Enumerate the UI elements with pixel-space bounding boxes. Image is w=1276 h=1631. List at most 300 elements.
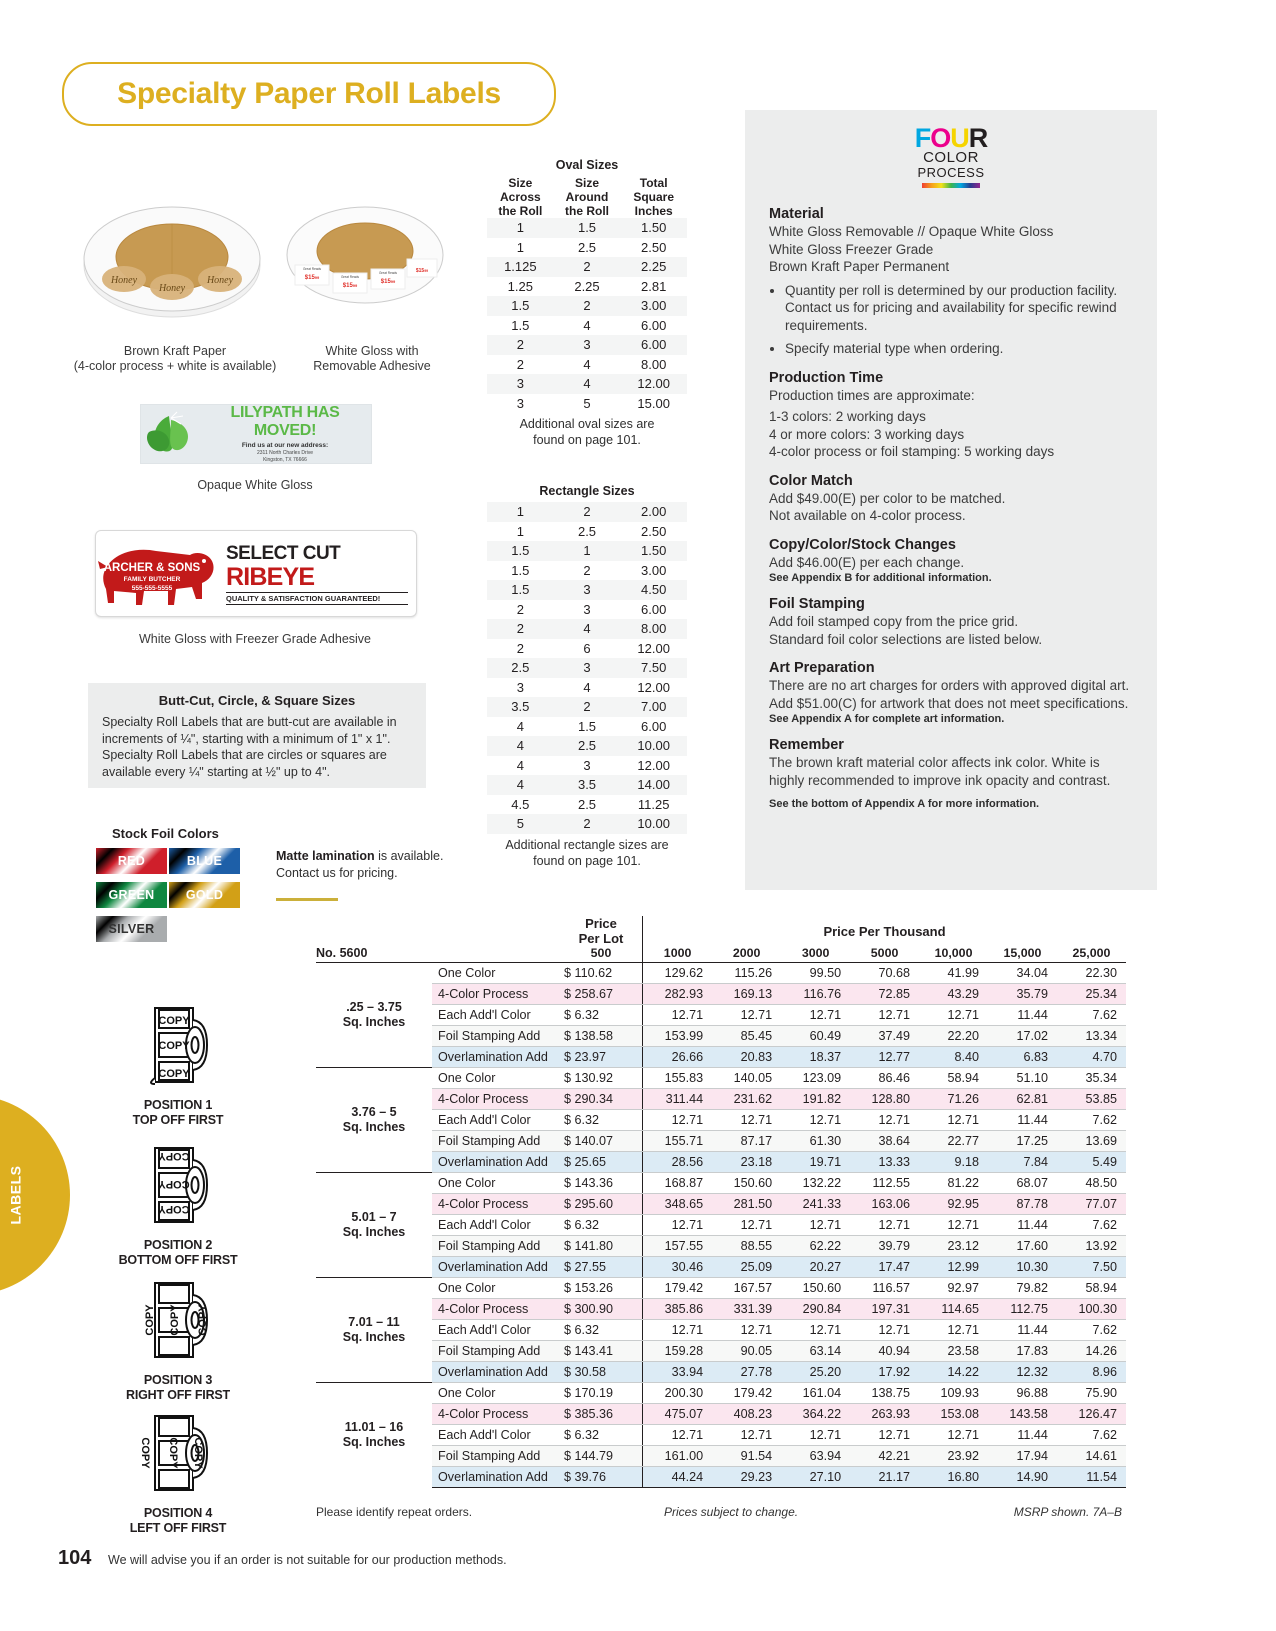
price-cell: 150.60: [712, 1173, 781, 1194]
butt-cut-body: Specialty Roll Labels that are butt-cut are available in increments of ¼", starting with a minimum of 1" x 1". Specialty Roll Labels that are circles or squares are available every ¼" starting at ½" up to 4".: [102, 715, 397, 779]
price-cell: 12.32: [988, 1362, 1057, 1383]
price-cell: 90.05: [712, 1341, 781, 1362]
size-cell-2: 2.81: [641, 278, 667, 294]
foil-swatch-gold[interactable]: [169, 882, 240, 908]
price-cell: 9.18: [919, 1152, 988, 1173]
price-cell: 385.86: [643, 1299, 713, 1320]
price-cell: 22.77: [919, 1131, 988, 1152]
svg-text:COPY: COPY: [158, 1068, 190, 1080]
price-cell: 7.50: [1057, 1257, 1126, 1278]
size-row: [487, 374, 687, 394]
size-cell-0: 4: [516, 718, 524, 734]
production-time-heading: Production Time: [769, 369, 884, 386]
price-row-label: Overlamination Add: [432, 1467, 560, 1488]
size-range-label: 7.01 – 11 Sq. Inches: [316, 1278, 432, 1383]
size-cell-0: 2.5: [511, 660, 530, 675]
size-cell-0: 3: [516, 395, 524, 411]
price-row: [316, 1257, 1126, 1278]
size-cell-0: 2: [516, 337, 524, 352]
price-row-label: One Color: [432, 1278, 560, 1299]
brown-kraft-roll-photo: [80, 195, 265, 325]
price-cell: 12.71: [850, 1320, 919, 1341]
price-grid-head: [316, 916, 1126, 963]
price-cell: 37.49: [850, 1026, 919, 1047]
size-cell-2: 14.00: [637, 777, 670, 792]
price-row-label: Foil Stamping Add: [432, 1236, 560, 1257]
rectangle-sizes-table: [487, 484, 687, 869]
size-cell-1: 3: [583, 660, 591, 675]
price-per-lot-value: $ 25.65: [560, 1152, 643, 1173]
price-row-label: Foil Stamping Add: [432, 1446, 560, 1467]
price-cell: 35.34: [1057, 1068, 1126, 1089]
size-cell-0: 2: [516, 621, 524, 636]
position-diagram-1: [78, 1000, 278, 1128]
price-cell: 140.05: [712, 1068, 781, 1089]
art-preparation-heading: Art Preparation: [769, 660, 875, 676]
price-row: [316, 1131, 1126, 1152]
position-4-desc: LEFT OFF FIRST: [129, 1521, 227, 1535]
price-row-label: Foil Stamping Add: [432, 1131, 560, 1152]
foil-swatch-silver[interactable]: [96, 916, 167, 942]
price-row-label: One Color: [432, 963, 560, 984]
size-cell-1: 4: [583, 621, 591, 636]
rectangle-sizes-title: Rectangle Sizes: [539, 484, 635, 498]
size-cell-0: 1: [516, 504, 524, 519]
price-cell: 60.49: [781, 1026, 850, 1047]
color-match-heading: Color Match: [769, 472, 853, 489]
size-cell-2: 8.00: [641, 356, 667, 372]
price-cell: 4.70: [1057, 1047, 1126, 1068]
price-per-lot-value: $ 300.90: [560, 1299, 643, 1320]
price-per-lot-value: $ 23.97: [560, 1047, 643, 1068]
price-row-label: Each Add'l Color: [432, 1110, 560, 1131]
svg-text:Great Reads: Great Reads: [340, 275, 360, 279]
qty-header-15000: 15,000: [988, 946, 1057, 963]
price-grid-body: [316, 963, 1126, 1488]
size-range-label: 5.01 – 7 Sq. Inches: [316, 1173, 432, 1278]
copy-changes-line1: Add $46.00(E) per each change.: [769, 554, 965, 570]
price-cell: 7.62: [1057, 1425, 1126, 1446]
size-cell-1: 4: [583, 679, 591, 695]
price-row: [316, 1425, 1126, 1446]
price-cell: 128.80: [850, 1089, 919, 1110]
size-row: [487, 257, 687, 277]
caption-white-gloss-line1: White Gloss with: [325, 344, 419, 358]
price-row-label: One Color: [432, 1173, 560, 1194]
size-cell-2: 2.50: [641, 239, 667, 255]
price-cell: 44.24: [643, 1467, 713, 1488]
price-cell: 51.10: [988, 1068, 1057, 1089]
price-cell: 8.96: [1057, 1362, 1126, 1383]
size-row: [487, 218, 687, 238]
price-cell: 87.78: [988, 1194, 1057, 1215]
oval-sizes-note: Additional oval sizes are found on page 101.: [519, 417, 655, 447]
price-cell: 153.08: [919, 1404, 988, 1425]
price-cell: 27.78: [712, 1362, 781, 1383]
price-cell: 58.94: [919, 1068, 988, 1089]
price-cell: 12.71: [850, 1215, 919, 1236]
material-heading: Material: [769, 206, 824, 222]
size-cell-0: 1.5: [511, 543, 530, 558]
position-3-desc: RIGHT OFF FIRST: [126, 1388, 230, 1402]
remember-body: The brown kraft material color affects ink color. White is highly recommended to improve ink opacity and contrast.: [769, 755, 1111, 788]
price-cell: 167.57: [712, 1278, 781, 1299]
price-row: [316, 1047, 1126, 1068]
price-row: [316, 1194, 1126, 1215]
price-row: [316, 1278, 1126, 1299]
size-cell-1: 3: [583, 757, 591, 773]
rectangle-sizes-note: Additional rectangle sizes are found on page 101.: [505, 837, 669, 868]
price-cell: 29.23: [712, 1467, 781, 1488]
size-cell-0: 1.5: [511, 317, 530, 333]
price-per-lot-value: $ 143.36: [560, 1173, 643, 1194]
archer-text-block: [226, 543, 416, 605]
color-match-line2: Not available on 4-color process.: [769, 508, 966, 523]
size-cell-1: 1.5: [577, 220, 597, 235]
size-cell-0: 2: [516, 356, 524, 372]
price-cell: 33.94: [643, 1362, 713, 1383]
four-color-process-logo: [745, 110, 1157, 188]
price-cell: 12.71: [781, 1005, 850, 1026]
foil-swatch-label: GREEN: [108, 888, 155, 902]
position-diagram-2: [78, 1140, 278, 1268]
lilypath-headline: LILYPATH HAS MOVED!: [230, 404, 340, 439]
size-cell-1: 2: [583, 816, 591, 831]
size-row: [487, 335, 687, 355]
price-cell: 12.71: [643, 1110, 713, 1131]
price-row: [316, 1173, 1126, 1194]
section-tab-labels: [0, 1095, 70, 1295]
size-row: [487, 394, 687, 414]
price-per-thousand-header: Price Per Thousand: [643, 916, 1127, 946]
price-row: [316, 963, 1126, 984]
size-cell-2: 6.00: [641, 337, 667, 352]
size-row: [487, 697, 687, 717]
foil-stamping-line1: Add foil stamped copy from the price grid.: [769, 614, 1019, 629]
size-cell-2: 8.00: [641, 621, 667, 636]
price-cell: 5.49: [1057, 1152, 1126, 1173]
price-cell: 96.88: [988, 1383, 1057, 1404]
price-grid-table: [316, 916, 1126, 1488]
price-cell: 12.71: [919, 1110, 988, 1131]
material-bullet-1: • Quantity per roll is determined by our production facility. Contact us for pricing and availability for specific rewind requirements.: [785, 282, 1135, 335]
price-row: [316, 1110, 1126, 1131]
price-cell: 17.60: [988, 1236, 1057, 1257]
archer-label-sample: [95, 530, 417, 617]
size-range-label: .25 – 3.75 Sq. Inches: [342, 1000, 406, 1029]
price-cell: 62.22: [781, 1236, 850, 1257]
size-cell-2: 6.00: [641, 718, 667, 734]
size-cell-2: 12.00: [637, 757, 670, 773]
foil-stamping-line2: Standard foil color selections are listed below.: [769, 631, 1043, 647]
price-cell: 153.99: [643, 1026, 713, 1047]
price-cell: 22.20: [919, 1026, 988, 1047]
price-cell: 12.71: [712, 1215, 781, 1236]
price-cell: 115.26: [712, 963, 781, 984]
price-cell: 281.50: [712, 1194, 781, 1215]
size-cell-2: 6.00: [641, 601, 667, 617]
price-cell: 348.65: [643, 1194, 713, 1215]
svg-text:Honey: Honey: [158, 283, 186, 294]
price-cell: 13.92: [1057, 1236, 1126, 1257]
roll-position-4-icon: [133, 1408, 223, 1498]
price-cell: 38.64: [850, 1131, 919, 1152]
oval-sizes-rows: [487, 218, 687, 413]
price-cell: 12.71: [919, 1320, 988, 1341]
price-cell: 138.75: [850, 1383, 919, 1404]
size-row: [487, 678, 687, 698]
oval-sizes-title: Oval Sizes: [555, 158, 619, 172]
size-row: [487, 717, 687, 737]
price-cell: 70.68: [850, 963, 919, 984]
rectangle-sizes-rows: [487, 502, 687, 834]
price-row-label: 4-Color Process: [432, 1194, 560, 1215]
copy-changes-fine: See Appendix B for additional information.: [769, 572, 992, 584]
price-cell: 8.40: [919, 1047, 988, 1068]
price-cell: 13.34: [1057, 1026, 1126, 1047]
foil-swatch-blue[interactable]: [169, 848, 240, 874]
price-row: [316, 1236, 1126, 1257]
price-cell: 12.71: [919, 1425, 988, 1446]
price-per-lot-value: $ 110.62: [560, 963, 643, 984]
page-title-text: Specialty Paper Roll Labels: [117, 77, 501, 110]
price-cell: 311.44: [643, 1089, 713, 1110]
price-cell: 126.47: [1057, 1404, 1126, 1425]
svg-text:COPY: COPY: [167, 1437, 179, 1469]
price-cell: 11.44: [988, 1005, 1057, 1026]
price-row-label: Each Add'l Color: [432, 1425, 560, 1446]
price-cell: 25.09: [712, 1257, 781, 1278]
archer-cow-graphic: [96, 531, 226, 616]
price-cell: 27.10: [781, 1467, 850, 1488]
price-cell: 7.62: [1057, 1005, 1126, 1026]
size-cell-1: 2.5: [577, 738, 597, 753]
price-per-lot-value: $ 6.32: [560, 1320, 643, 1341]
price-row-label: Overlamination Add: [432, 1047, 560, 1068]
price-cell: 12.71: [781, 1110, 850, 1131]
price-cell: 12.71: [712, 1320, 781, 1341]
size-cell-2: 7.50: [641, 660, 667, 675]
matte-lamination-line2: Contact us for pricing.: [276, 866, 398, 880]
foil-swatch-label: RED: [117, 854, 146, 868]
size-cell-2: 1.50: [641, 543, 667, 558]
size-cell-1: 1.5: [577, 718, 597, 734]
price-cell: 263.93: [850, 1404, 919, 1425]
position-4-number: POSITION 4: [143, 1506, 213, 1520]
price-cell: 58.94: [1057, 1278, 1126, 1299]
price-per-lot-value: $ 130.92: [560, 1068, 643, 1089]
position-1-desc: TOP OFF FIRST: [132, 1113, 224, 1127]
price-row-label: One Color: [432, 1068, 560, 1089]
size-cell-0: 1.5: [511, 582, 530, 597]
price-cell: 92.97: [919, 1278, 988, 1299]
matte-lamination-rest: is available.: [374, 849, 444, 863]
size-row: [487, 296, 687, 316]
price-cell: 282.93: [643, 984, 713, 1005]
price-cell: 12.71: [712, 1110, 781, 1131]
price-cell: 7.62: [1057, 1215, 1126, 1236]
size-row: [487, 316, 687, 336]
size-cell-1: 4: [583, 376, 591, 391]
foil-swatch-red[interactable]: [96, 848, 167, 874]
price-cell: 13.69: [1057, 1131, 1126, 1152]
size-cell-1: 2: [583, 298, 591, 313]
size-cell-2: 3.00: [641, 298, 667, 313]
size-cell-1: 2: [583, 562, 591, 578]
stock-foil-colors-swatches: [96, 848, 246, 950]
size-cell-1: 3: [583, 601, 591, 617]
svg-text:COPY: COPY: [158, 1015, 190, 1027]
roll-position-2-icon: [133, 1140, 223, 1230]
foil-swatch-label: SILVER: [108, 922, 155, 936]
lilypath-text-block: [199, 404, 371, 464]
svg-text:COPY: COPY: [144, 1304, 156, 1336]
size-cell-0: 5: [516, 816, 524, 831]
size-cell-1: 2.5: [577, 239, 597, 255]
price-per-lot-value: $ 6.32: [560, 1005, 643, 1026]
price-cell: 197.31: [850, 1299, 919, 1320]
archer-line1: SELECT CUT: [226, 542, 341, 564]
price-cell: 163.06: [850, 1194, 919, 1215]
art-preparation-body: There are no art charges for orders with approved digital art. Add $51.00(C) for artwork that does not meet specifications.: [769, 678, 1130, 711]
price-cell: 12.71: [712, 1005, 781, 1026]
oval-header-total: Total Square Inches: [633, 176, 675, 218]
price-row-label: 4-Color Process: [432, 1089, 560, 1110]
svg-text:COPY: COPY: [158, 1178, 190, 1190]
price-per-lot-value: $ 6.32: [560, 1215, 643, 1236]
size-range-label: 3.76 – 5 Sq. Inches: [316, 1068, 432, 1173]
matte-lamination-bold: Matte lamination: [276, 849, 375, 863]
price-cell: 14.90: [988, 1467, 1057, 1488]
lily-flower-icon: [141, 410, 199, 458]
price-per-lot-value: $ 295.60: [560, 1194, 643, 1215]
matte-lamination-note: [276, 848, 476, 882]
size-cell-0: 2: [516, 640, 524, 656]
size-cell-1: 2.25: [574, 278, 600, 294]
price-cell: 12.71: [850, 1110, 919, 1131]
size-row: [487, 502, 687, 522]
size-cell-0: 1: [516, 220, 524, 235]
price-row-label: 4-Color Process: [432, 1404, 560, 1425]
price-cell: 22.30: [1057, 963, 1126, 984]
oval-sizes-table: [487, 158, 687, 448]
color-match-line1: Add $49.00(E) per color to be matched.: [769, 490, 1006, 506]
price-cell: 72.85: [850, 984, 919, 1005]
position-1-number: POSITION 1: [143, 1098, 213, 1112]
price-cell: 63.94: [781, 1446, 850, 1467]
size-row: [487, 277, 687, 297]
price-cell: 12.77: [850, 1047, 919, 1068]
price-row: [316, 1383, 1126, 1404]
price-cell: 75.90: [1057, 1383, 1126, 1404]
size-cell-0: 1.125: [504, 259, 537, 274]
material-line2: White Gloss Freezer Grade: [769, 241, 934, 257]
position-3-number: POSITION 3: [143, 1373, 213, 1387]
size-cell-2: 12.00: [637, 679, 670, 695]
price-cell: 364.22: [781, 1404, 850, 1425]
price-cell: 20.83: [712, 1047, 781, 1068]
svg-text:$1599: $1599: [380, 279, 396, 285]
svg-text:COPY: COPY: [197, 1304, 209, 1336]
price-cell: 161.04: [781, 1383, 850, 1404]
price-cell: 10.30: [988, 1257, 1057, 1278]
price-cell: 12.99: [919, 1257, 988, 1278]
price-row: [316, 1215, 1126, 1236]
price-cell: 17.47: [850, 1257, 919, 1278]
foil-swatch-green[interactable]: [96, 882, 167, 908]
price-cell: 123.09: [781, 1068, 850, 1089]
price-row: [316, 1446, 1126, 1467]
size-cell-2: 15.00: [637, 395, 670, 411]
price-cell: 26.66: [643, 1047, 713, 1068]
caption-brown-kraft-line2: (4-color process + white is available): [73, 359, 277, 373]
svg-text:Honey: Honey: [110, 275, 138, 286]
matte-divider-rule: [276, 898, 338, 901]
svg-text:$1599: $1599: [304, 275, 320, 281]
lilypath-address-line2: Kingston, TX 76666: [263, 457, 307, 463]
price-cell: 43.29: [919, 984, 988, 1005]
price-row: [316, 1467, 1126, 1488]
size-cell-1: 2.5: [577, 523, 597, 539]
price-cell: 92.95: [919, 1194, 988, 1215]
archer-guarantee: QUALITY & SATISFACTION GUARANTEED!: [226, 592, 408, 605]
price-cell: 13.33: [850, 1152, 919, 1173]
price-row-label: Foil Stamping Add: [432, 1026, 560, 1047]
price-cell: 11.44: [988, 1110, 1057, 1131]
material-line1: White Gloss Removable // Opaque White Gloss: [769, 224, 1054, 239]
price-per-lot-value: $ 170.19: [560, 1383, 643, 1404]
price-cell: 161.00: [643, 1446, 713, 1467]
position-2-number: POSITION 2: [143, 1238, 213, 1252]
price-per-lot-value: $ 290.34: [560, 1089, 643, 1110]
price-row-label: Each Add'l Color: [432, 1215, 560, 1236]
price-cell: 12.71: [643, 1320, 713, 1341]
size-cell-1: 2: [583, 259, 591, 274]
price-cell: 331.39: [712, 1299, 781, 1320]
price-cell: 169.13: [712, 984, 781, 1005]
svg-text:COPY: COPY: [169, 1304, 181, 1336]
price-cell: 23.18: [712, 1152, 781, 1173]
archer-line2: RIBEYE: [226, 562, 315, 591]
price-cell: 143.58: [988, 1404, 1057, 1425]
price-cell: 41.99: [919, 963, 988, 984]
size-row: [487, 238, 687, 258]
price-cell: 81.22: [919, 1173, 988, 1194]
price-row: [316, 1068, 1126, 1089]
svg-text:COPY: COPY: [139, 1437, 151, 1469]
price-per-lot-value: $ 27.55: [560, 1257, 643, 1278]
price-cell: 17.02: [988, 1026, 1057, 1047]
price-row: [316, 1026, 1126, 1047]
size-cell-0: 2: [516, 601, 524, 617]
footer-msrp: MSRP shown. 7A–B: [1013, 1505, 1122, 1519]
size-row: [487, 522, 687, 542]
size-cell-2: 6.00: [641, 317, 667, 333]
price-per-lot-value: $ 6.32: [560, 1110, 643, 1131]
price-row-label: 4-Color Process: [432, 984, 560, 1005]
size-cell-1: 6: [583, 640, 591, 656]
page-title: [62, 62, 556, 126]
svg-text:FAMILY BUTCHER: FAMILY BUTCHER: [123, 576, 181, 583]
copy-changes-heading: Copy/Color/Stock Changes: [769, 536, 956, 553]
art-preparation-fine: See Appendix A for complete art information.: [769, 713, 1005, 725]
fcp-process-text: PROCESS: [917, 165, 985, 180]
fcp-four-text: FOUR: [914, 123, 988, 153]
size-cell-1: 4: [583, 356, 591, 372]
price-cell: 112.55: [850, 1173, 919, 1194]
caption-brown-kraft: [70, 344, 280, 374]
price-cell: 85.45: [712, 1026, 781, 1047]
